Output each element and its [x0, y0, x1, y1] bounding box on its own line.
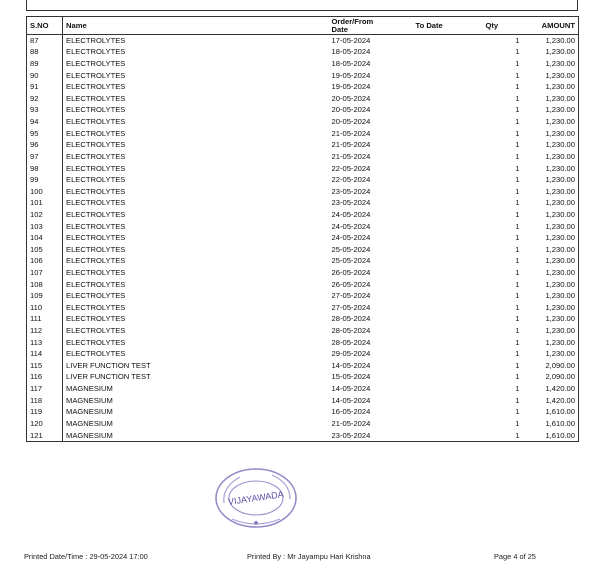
cell-from-date: 25-05-2024 — [331, 244, 371, 254]
cell-name: ELECTROLYTES — [66, 82, 126, 92]
cell-from-date: 18-05-2024 — [331, 47, 371, 57]
table-row — [27, 337, 579, 349]
cell-amount: 1,230.00 — [545, 302, 575, 312]
cell-to-date — [413, 267, 483, 279]
table-row — [27, 163, 579, 175]
cell-name: ELECTROLYTES — [66, 93, 126, 103]
cell-name: ELECTROLYTES — [66, 105, 126, 115]
cell-to-date — [413, 372, 483, 384]
cell-sno: 101 — [27, 198, 63, 210]
cell-from-date: 24-05-2024 — [331, 221, 371, 231]
cell-name: LIVER FUNCTION TEST — [66, 360, 151, 370]
cell-qty: 1 — [515, 175, 520, 185]
cell-from-date: 24-05-2024 — [331, 209, 371, 219]
cell-amount: 2,090.00 — [545, 372, 575, 382]
cell-to-date — [413, 244, 483, 256]
cell-qty: 1 — [515, 384, 520, 394]
cell-from-date: 23-05-2024 — [331, 186, 371, 196]
cell-amount: 1,230.00 — [545, 209, 575, 219]
cell-sno: 92 — [27, 93, 63, 105]
cell-sno: 87 — [27, 35, 63, 47]
table-row — [27, 174, 579, 186]
table-row — [27, 325, 579, 337]
cell-sno: 98 — [27, 163, 63, 175]
cell-qty: 1 — [515, 59, 520, 69]
cell-to-date — [413, 70, 483, 82]
cell-to-date — [413, 325, 483, 337]
cell-amount: 1,230.00 — [545, 175, 575, 185]
cell-from-date: 22-05-2024 — [331, 163, 371, 173]
cell-qty: 1 — [515, 186, 520, 196]
table-row — [27, 314, 579, 326]
cell-amount: 1,230.00 — [545, 186, 575, 196]
cell-from-date: 28-05-2024 — [331, 314, 371, 324]
table-row — [27, 407, 579, 419]
cell-qty: 1 — [515, 70, 520, 80]
cell-name: ELECTROLYTES — [66, 209, 126, 219]
cell-amount: 1,610.00 — [545, 430, 575, 440]
cell-amount: 1,230.00 — [545, 279, 575, 289]
cell-amount: 1,230.00 — [545, 105, 575, 115]
header-name: Name — [63, 17, 329, 35]
cell-qty: 1 — [515, 395, 520, 405]
cell-qty: 1 — [515, 128, 520, 138]
cell-from-date: 26-05-2024 — [331, 267, 371, 277]
table-row — [27, 128, 579, 140]
table-row — [27, 116, 579, 128]
cell-name: ELECTROLYTES — [66, 128, 126, 138]
cell-sno: 117 — [27, 383, 63, 395]
printed-by: Printed By : Mr Jayampu Hari Krishna — [247, 552, 371, 561]
cell-name: LIVER FUNCTION TEST — [66, 372, 151, 382]
cell-name: ELECTROLYTES — [66, 244, 126, 254]
cell-sno: 103 — [27, 221, 63, 233]
cell-amount: 1,230.00 — [545, 244, 575, 254]
cell-qty: 1 — [515, 117, 520, 127]
table-row — [27, 360, 579, 372]
cell-qty: 1 — [515, 35, 520, 45]
cell-amount: 2,090.00 — [545, 360, 575, 370]
cell-from-date: 15-05-2024 — [331, 372, 371, 382]
cell-name: ELECTROLYTES — [66, 279, 126, 289]
cell-qty: 1 — [515, 209, 520, 219]
table-row — [27, 151, 579, 163]
cell-to-date — [413, 198, 483, 210]
cell-qty: 1 — [515, 198, 520, 208]
cell-sno: 104 — [27, 232, 63, 244]
cell-qty: 1 — [515, 244, 520, 254]
cell-name: ELECTROLYTES — [66, 326, 126, 336]
cell-sno: 91 — [27, 81, 63, 93]
cell-name: ELECTROLYTES — [66, 233, 126, 243]
table-row — [27, 302, 579, 314]
cell-qty: 1 — [515, 279, 520, 289]
cell-sno: 100 — [27, 186, 63, 198]
cell-amount: 1,230.00 — [545, 151, 575, 161]
cell-qty: 1 — [515, 314, 520, 324]
cell-sno: 105 — [27, 244, 63, 256]
cell-amount: 1,230.00 — [545, 337, 575, 347]
cell-to-date — [413, 383, 483, 395]
table-row — [27, 198, 579, 210]
cell-name: ELECTROLYTES — [66, 151, 126, 161]
cell-from-date: 19-05-2024 — [331, 82, 371, 92]
cell-name: ELECTROLYTES — [66, 175, 126, 185]
cell-to-date — [413, 139, 483, 151]
cell-amount: 1,230.00 — [545, 349, 575, 359]
table-row — [27, 58, 579, 70]
cell-amount: 1,610.00 — [545, 418, 575, 428]
cell-name: ELECTROLYTES — [66, 256, 126, 266]
header-qty: Qty — [483, 17, 523, 35]
header-amount: AMOUNT — [523, 17, 579, 35]
cell-name: ELECTROLYTES — [66, 140, 126, 150]
cell-to-date — [413, 209, 483, 221]
header-to-date: To Date — [413, 17, 483, 35]
cell-to-date — [413, 81, 483, 93]
cell-to-date — [413, 47, 483, 59]
cell-qty: 1 — [515, 163, 520, 173]
cell-from-date: 19-05-2024 — [331, 70, 371, 80]
cell-qty: 1 — [515, 291, 520, 301]
cell-from-date: 21-05-2024 — [331, 128, 371, 138]
cell-qty: 1 — [515, 93, 520, 103]
cell-sno: 89 — [27, 58, 63, 70]
table-row — [27, 209, 579, 221]
cell-qty: 1 — [515, 418, 520, 428]
cell-name: ELECTROLYTES — [66, 198, 126, 208]
cell-qty: 1 — [515, 105, 520, 115]
cell-from-date: 25-05-2024 — [331, 256, 371, 266]
cell-amount: 1,230.00 — [545, 35, 575, 45]
cell-to-date — [413, 128, 483, 140]
cell-name: ELECTROLYTES — [66, 117, 126, 127]
cell-to-date — [413, 105, 483, 117]
cell-sno: 90 — [27, 70, 63, 82]
cell-sno: 112 — [27, 325, 63, 337]
cell-amount: 1,230.00 — [545, 256, 575, 266]
cell-qty: 1 — [515, 267, 520, 277]
cell-to-date — [413, 35, 483, 47]
cell-sno: 113 — [27, 337, 63, 349]
vijayawada-seal-stamp — [210, 465, 302, 531]
cell-from-date: 16-05-2024 — [331, 407, 371, 417]
cell-name: MAGNESIUM — [66, 418, 113, 428]
cell-from-date: 27-05-2024 — [331, 291, 371, 301]
cell-name: ELECTROLYTES — [66, 47, 126, 57]
cell-to-date — [413, 360, 483, 372]
cell-from-date: 20-05-2024 — [331, 105, 371, 115]
cell-qty: 1 — [515, 302, 520, 312]
billing-table — [26, 16, 579, 442]
cell-from-date: 20-05-2024 — [331, 93, 371, 103]
cell-to-date — [413, 256, 483, 268]
cell-sno: 107 — [27, 267, 63, 279]
cell-name: MAGNESIUM — [66, 395, 113, 405]
cell-qty: 1 — [515, 372, 520, 382]
cell-amount: 1,230.00 — [545, 140, 575, 150]
cell-from-date: 28-05-2024 — [331, 337, 371, 347]
cell-from-date: 14-05-2024 — [331, 360, 371, 370]
cell-name: ELECTROLYTES — [66, 163, 126, 173]
table-row — [27, 105, 579, 117]
cell-qty: 1 — [515, 430, 520, 440]
cell-from-date: 22-05-2024 — [331, 175, 371, 185]
cell-amount: 1,230.00 — [545, 314, 575, 324]
cell-qty: 1 — [515, 337, 520, 347]
cell-sno: 114 — [27, 348, 63, 360]
cell-to-date — [413, 407, 483, 419]
cell-sno: 110 — [27, 302, 63, 314]
table-row — [27, 383, 579, 395]
table-row — [27, 186, 579, 198]
cell-name: MAGNESIUM — [66, 407, 113, 417]
cell-name: ELECTROLYTES — [66, 186, 126, 196]
cell-to-date — [413, 163, 483, 175]
table-row — [27, 47, 579, 59]
cell-amount: 1,420.00 — [545, 395, 575, 405]
printed-datetime: Printed Date/Time : 29-05-2024 17:00 — [24, 552, 148, 561]
table-row — [27, 244, 579, 256]
cell-name: ELECTROLYTES — [66, 35, 126, 45]
cell-amount: 1,230.00 — [545, 47, 575, 57]
cell-amount: 1,230.00 — [545, 82, 575, 92]
cell-amount: 1,230.00 — [545, 267, 575, 277]
cell-name: ELECTROLYTES — [66, 337, 126, 347]
table-header-row — [27, 17, 579, 35]
cell-sno: 120 — [27, 418, 63, 430]
cell-amount: 1,230.00 — [545, 198, 575, 208]
table-row — [27, 35, 579, 47]
cell-qty: 1 — [515, 360, 520, 370]
cell-amount: 1,610.00 — [545, 407, 575, 417]
cell-sno: 95 — [27, 128, 63, 140]
cell-from-date: 14-05-2024 — [331, 395, 371, 405]
cell-to-date — [413, 93, 483, 105]
table-row — [27, 139, 579, 151]
cell-from-date: 18-05-2024 — [331, 59, 371, 69]
table-row — [27, 267, 579, 279]
cell-sno: 102 — [27, 209, 63, 221]
cell-qty: 1 — [515, 47, 520, 57]
cell-from-date: 23-05-2024 — [331, 198, 371, 208]
cell-name: ELECTROLYTES — [66, 314, 126, 324]
table-row — [27, 221, 579, 233]
cell-name: MAGNESIUM — [66, 430, 113, 440]
cell-name: ELECTROLYTES — [66, 302, 126, 312]
cell-qty: 1 — [515, 140, 520, 150]
cell-amount: 1,230.00 — [545, 233, 575, 243]
cell-from-date: 21-05-2024 — [331, 151, 371, 161]
cell-to-date — [413, 221, 483, 233]
table-row — [27, 395, 579, 407]
cell-sno: 97 — [27, 151, 63, 163]
cell-sno: 118 — [27, 395, 63, 407]
cell-sno: 115 — [27, 360, 63, 372]
cell-sno: 88 — [27, 47, 63, 59]
cell-to-date — [413, 418, 483, 430]
cell-qty: 1 — [515, 221, 520, 231]
cell-amount: 1,230.00 — [545, 93, 575, 103]
cell-sno: 99 — [27, 174, 63, 186]
cell-to-date — [413, 116, 483, 128]
cell-from-date: 24-05-2024 — [331, 233, 371, 243]
cell-amount: 1,420.00 — [545, 384, 575, 394]
cell-to-date — [413, 151, 483, 163]
cell-to-date — [413, 302, 483, 314]
cell-from-date: 28-05-2024 — [331, 326, 371, 336]
cell-amount: 1,230.00 — [545, 117, 575, 127]
cell-qty: 1 — [515, 326, 520, 336]
table-row — [27, 93, 579, 105]
cell-qty: 1 — [515, 407, 520, 417]
cell-from-date: 23-05-2024 — [331, 430, 371, 440]
cell-name: MAGNESIUM — [66, 384, 113, 394]
cell-to-date — [413, 290, 483, 302]
table-row — [27, 232, 579, 244]
cell-to-date — [413, 174, 483, 186]
cell-sno: 121 — [27, 430, 63, 442]
cell-name: ELECTROLYTES — [66, 221, 126, 231]
header-from-date — [329, 17, 413, 35]
table-row — [27, 81, 579, 93]
cell-from-date: 21-05-2024 — [331, 140, 371, 150]
cell-sno: 96 — [27, 139, 63, 151]
page-number: Page 4 of 25 — [494, 552, 536, 561]
table-row — [27, 348, 579, 360]
table-row — [27, 70, 579, 82]
cell-amount: 1,230.00 — [545, 70, 575, 80]
cell-from-date: 26-05-2024 — [331, 279, 371, 289]
cell-from-date: 20-05-2024 — [331, 117, 371, 127]
cell-sno: 109 — [27, 290, 63, 302]
cell-name: ELECTROLYTES — [66, 349, 126, 359]
cell-to-date — [413, 395, 483, 407]
cell-from-date: 14-05-2024 — [331, 384, 371, 394]
cell-to-date — [413, 58, 483, 70]
cell-amount: 1,230.00 — [545, 128, 575, 138]
cell-name: ELECTROLYTES — [66, 267, 126, 277]
cell-qty: 1 — [515, 233, 520, 243]
cell-name: ELECTROLYTES — [66, 70, 126, 80]
cell-from-date: 29-05-2024 — [331, 349, 371, 359]
table-row — [27, 372, 579, 384]
cell-to-date — [413, 348, 483, 360]
cell-sno: 119 — [27, 407, 63, 419]
cell-to-date — [413, 186, 483, 198]
cell-to-date — [413, 337, 483, 349]
cell-amount: 1,230.00 — [545, 291, 575, 301]
cell-name: ELECTROLYTES — [66, 59, 126, 69]
cell-qty: 1 — [515, 349, 520, 359]
cell-to-date — [413, 430, 483, 442]
cell-sno: 93 — [27, 105, 63, 117]
cell-sno: 116 — [27, 372, 63, 384]
cell-name: ELECTROLYTES — [66, 291, 126, 301]
stamp-star: ★ — [252, 519, 260, 527]
table-row — [27, 430, 579, 442]
header-sno: S.NO — [27, 17, 63, 35]
cell-from-date: 27-05-2024 — [331, 302, 371, 312]
cell-to-date — [413, 232, 483, 244]
cell-from-date: 17-05-2024 — [331, 35, 371, 45]
cell-sno: 94 — [27, 116, 63, 128]
table-row — [27, 418, 579, 430]
cell-sno: 108 — [27, 279, 63, 291]
header-from-line2: Date — [331, 24, 348, 34]
cell-from-date: 21-05-2024 — [331, 418, 371, 428]
cell-amount: 1,230.00 — [545, 59, 575, 69]
table-row — [27, 256, 579, 268]
stamp-text: VIJAYAWADA — [227, 489, 285, 507]
previous-section-box — [26, 0, 578, 11]
header-from-line1: Order/From — [331, 16, 374, 26]
cell-amount: 1,230.00 — [545, 221, 575, 231]
cell-qty: 1 — [515, 151, 520, 161]
cell-amount: 1,230.00 — [545, 326, 575, 336]
cell-qty: 1 — [515, 256, 520, 266]
cell-to-date — [413, 279, 483, 291]
cell-to-date — [413, 314, 483, 326]
cell-sno: 106 — [27, 256, 63, 268]
table-row — [27, 279, 579, 291]
table-row — [27, 290, 579, 302]
cell-qty: 1 — [515, 82, 520, 92]
cell-sno: 111 — [27, 314, 63, 326]
cell-amount: 1,230.00 — [545, 163, 575, 173]
